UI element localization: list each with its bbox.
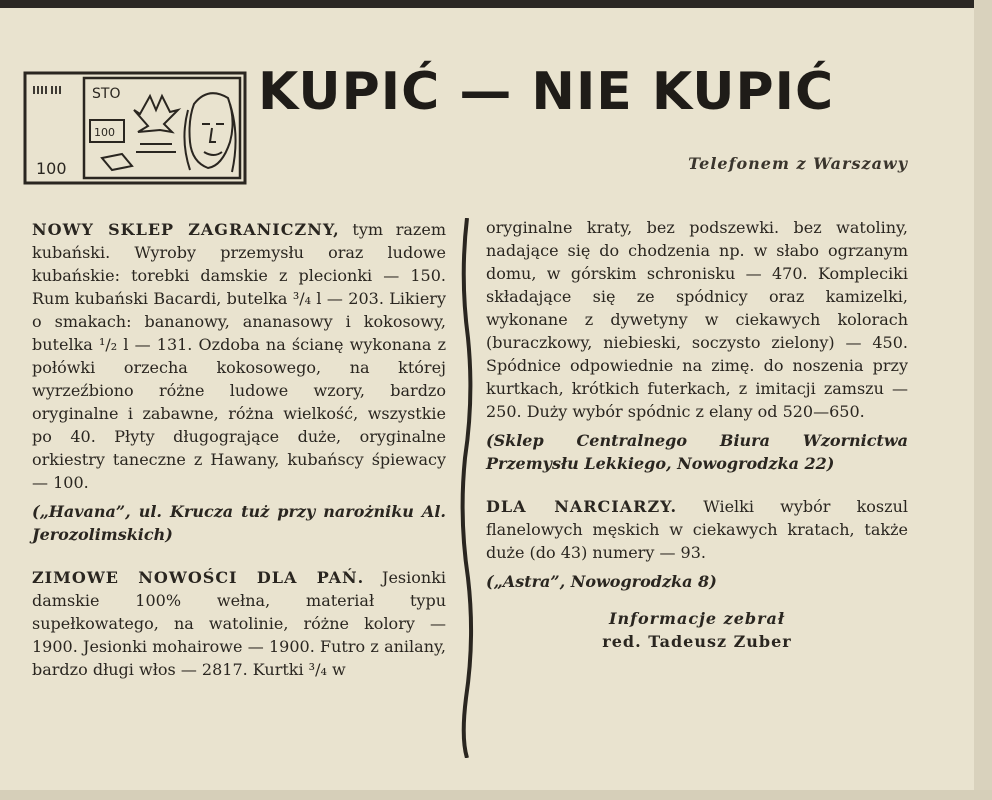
heading-new-shop: NOWY SKLEP ZAGRANICZNY,	[32, 220, 340, 239]
column-right	[486, 216, 908, 653]
credit-role: Informacje zebrał	[608, 609, 786, 628]
text-skiers: Wielki wybór koszul flanelowych męskich w ciekawych kratach, także duże (do 43) numery — 93.	[486, 497, 908, 562]
source-cbwpl: (Sklep Centralnego Biura Wzornictwa Przemysłu Lekkiego, Nowogrodzka 22)	[486, 431, 908, 473]
text-winter-news-continued: oryginalne kraty, bez podszewki. bez watoliny, nadające się do chodzenia np. w słabo ogrzanym domu, w górskim schronisku — 470. Kompleciki składające się ze spódnicy oraz kamizelki, wykonane z dywetyny w ciekawych kolorach (buraczkowy, niebieski, soczysto zielony) — 450. Spódnice odpowiednie na zimę. do noszenia przy kurtkach, krótkich futerkach, z imitacji zamszu — 250. Duży wybór spódnic z elany od 520—650.	[486, 218, 908, 421]
source-astra: („Astra”, Nowogrodzka 8)	[486, 572, 717, 591]
text-winter-news: Jesionki damskie 100% wełna, materiał typu supełkowatego, na watolinie, różne kolory — 1900. Jesionki mohairowe — 1900. Futro z anilany, bardzo długi włos — 2817. Kurtki ³/₄ w	[32, 568, 446, 679]
banknote-denomination-bottom: 100	[36, 159, 67, 178]
source-havana: („Havana”, ul. Krucza tuż przy narożniku Al. Jerozolimskich)	[32, 502, 446, 544]
paragraph-new-shop	[32, 218, 446, 494]
banknote-denomination-small: 100	[94, 126, 115, 139]
page-right-edge	[974, 0, 992, 800]
heading-winter-news: ZIMOWE NOWOŚCI DLA PAŃ.	[32, 568, 365, 587]
page-bottom-edge	[0, 790, 992, 800]
page-top-edge	[0, 0, 992, 8]
column-divider	[456, 218, 478, 758]
heading-skiers: DLA NARCIARZY.	[486, 497, 678, 516]
paragraph-winter-news	[32, 566, 446, 681]
column-left	[32, 218, 446, 681]
credit-author: red. Tadeusz Zuber	[602, 632, 792, 651]
article-credit	[486, 607, 908, 653]
paragraph-skiers	[486, 495, 908, 564]
article-subtitle: Telefonem z Warszawy	[688, 154, 908, 173]
article-title: KUPIĆ — NIE KUPIĆ	[258, 62, 835, 122]
banknote-denomination-top: STO	[92, 86, 121, 102]
text-new-shop: tym razem kubański. Wyroby przemysłu oraz ludowe kubańskie: torebki damskie z plecionki — 150. Rum kubański Bacardi, butelka ³/₄ l — 203. Likiery o smakach: bananowy, ananasowy i kokosowy, butelka ¹/₂ l — 131. Ozdoba na ścianę wykonana z połówki orzecha kokosowego, na której wyrzeźbiono różne ludowe wzory, bardzo oryginalne i zabawne, różna wielkość, wszystkie po 40. Płyty długogrające duże, oryginalne orkiestry taneczne z Hawany, kubańscy śpiewacy — 100.	[32, 220, 446, 492]
banknote-illustration	[22, 70, 248, 186]
